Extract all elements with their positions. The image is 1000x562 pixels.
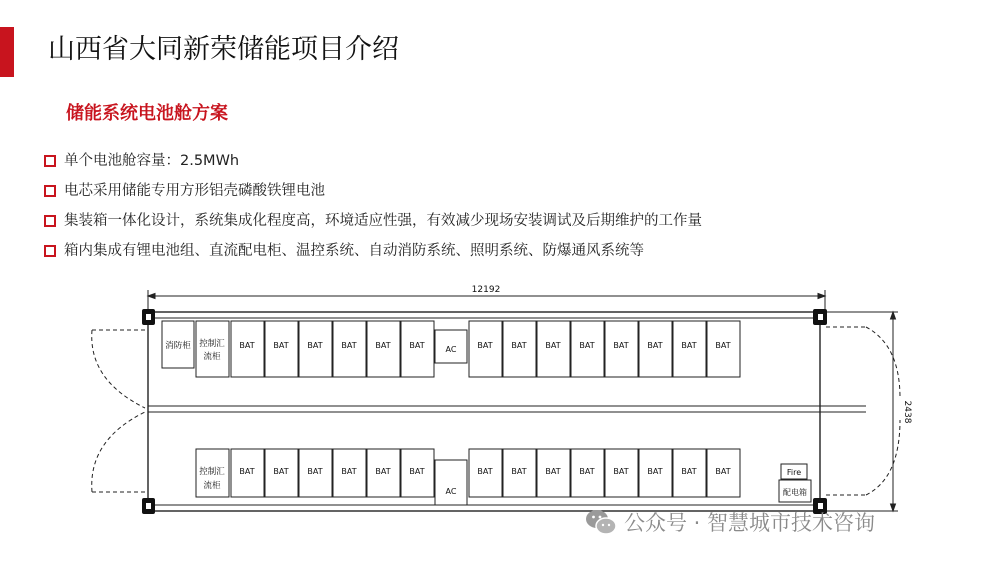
bat-label: BAT <box>239 341 255 350</box>
bat-label: BAT <box>647 341 663 350</box>
control-cabinet-label: 流柜 <box>203 352 221 362</box>
bat-label: BAT <box>341 467 357 476</box>
distribution-box-label: 配电箱 <box>783 488 807 497</box>
bat-label: BAT <box>307 467 323 476</box>
bat-label: BAT <box>613 341 629 350</box>
ac-label: AC <box>445 345 457 354</box>
bottom-bat-labels <box>239 467 730 476</box>
bat-label: BAT <box>579 341 595 350</box>
bat-label: BAT <box>477 467 493 476</box>
fire-label: Fire <box>786 468 802 477</box>
right-door-swing <box>826 327 900 495</box>
bat-label: BAT <box>715 467 731 476</box>
bat-label: BAT <box>545 341 561 350</box>
bat-label: BAT <box>681 341 697 350</box>
bat-label: BAT <box>681 467 697 476</box>
wechat-icon <box>584 505 618 539</box>
bat-label: BAT <box>715 341 731 350</box>
bat-label: BAT <box>239 467 255 476</box>
list-item-text: 箱内集成有锂电池组、直流配电柜、温控系统、自动消防系统、照明系统、防爆通风系统等 <box>64 243 644 259</box>
watermark-text: 公众号 · 智慧城市技术咨询 <box>624 511 876 535</box>
bat-label: BAT <box>375 341 391 350</box>
control-cabinet-box <box>196 321 229 377</box>
page-title: 山西省大同新荣储能项目介绍 <box>48 34 399 65</box>
length-dimension-label: 12192 <box>471 285 501 295</box>
control-cabinet-label: 控制汇 <box>199 339 225 349</box>
ac-label: AC <box>445 487 457 496</box>
watermark <box>584 504 875 540</box>
bat-label: BAT <box>307 341 323 350</box>
arrow-head-icon <box>891 504 896 511</box>
fire-cabinet-label: 消防柜 <box>165 341 191 351</box>
bat-label: BAT <box>613 467 629 476</box>
list-item-text: 电芯采用储能专用方形铝壳磷酸铁锂电池 <box>64 183 325 199</box>
bat-label: BAT <box>579 467 595 476</box>
ac-unit-box <box>435 460 467 505</box>
top-bat-labels <box>239 341 730 350</box>
bat-label: BAT <box>647 467 663 476</box>
list-item-text: 集装箱一体化设计，系统集成化程度高，环境适应性强，有效减少现场安装调试及后期维护的工作量 <box>64 213 702 229</box>
bat-label: BAT <box>341 341 357 350</box>
arrow-head-icon <box>148 294 155 299</box>
section-subtitle: 储能系统电池舱方案 <box>66 103 228 124</box>
left-door-swing <box>92 330 148 492</box>
control-cabinet-label: 流柜 <box>203 481 221 491</box>
arrow-head-icon <box>891 312 896 319</box>
arrow-head-icon <box>818 294 825 299</box>
list-item-text: 单个电池舱容量：2.5MWh <box>64 153 240 169</box>
bat-label: BAT <box>409 467 425 476</box>
bat-label: BAT <box>375 467 391 476</box>
control-cabinet-label: 控制汇 <box>199 467 225 477</box>
bat-label: BAT <box>273 467 289 476</box>
bat-label: BAT <box>273 341 289 350</box>
bat-label: BAT <box>409 341 425 350</box>
bat-label: BAT <box>511 341 527 350</box>
bat-label: BAT <box>511 467 527 476</box>
bat-label: BAT <box>545 467 561 476</box>
bat-label: BAT <box>477 341 493 350</box>
width-dimension-label: 2438 <box>902 400 912 424</box>
